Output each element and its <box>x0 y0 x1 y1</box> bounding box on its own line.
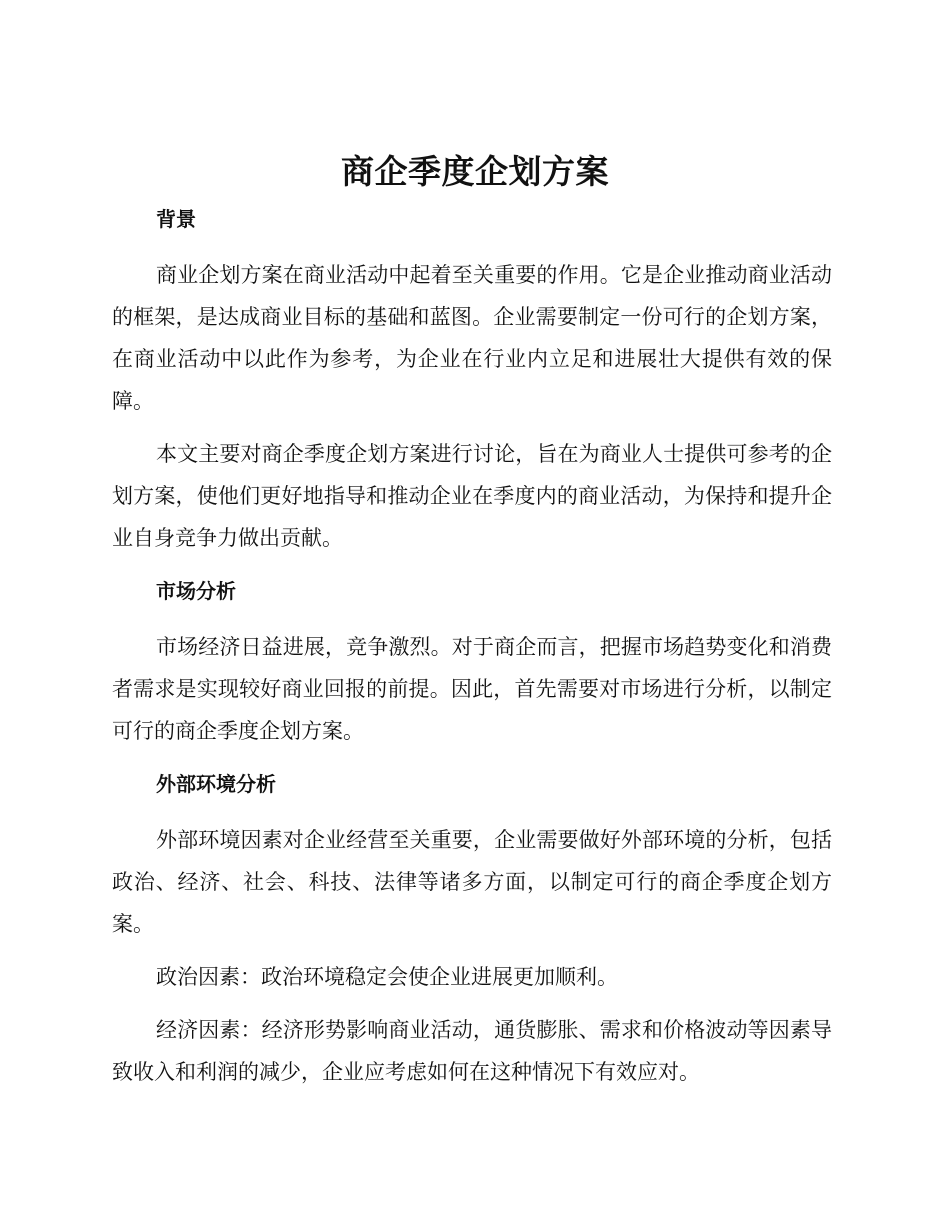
document-title: 商企季度企划方案 <box>341 152 609 191</box>
paragraph: 外部环境因素对企业经营至关重要，企业需要做好外部环境的分析，包括政治、经济、社会、科技、法律等诸多方面，以制定可行的商企季度企划方案。 <box>112 828 832 936</box>
paragraph: 商业企划方案在商业活动中起着至关重要的作用。它是企业推动商业活动的框架，是达成商业目标的基础和蓝图。企业需要制定一份可行的企划方案，在商业活动中以此作为参考，为企业在行业内立足和进展壮大提供有效的保障。 <box>112 263 832 413</box>
paragraph: 政治因素：政治环境稳定会使企业进展更加顺利。 <box>156 965 618 989</box>
paragraph: 经济因素：经济形势影响商业活动，通货膨胀、需求和价格波动等因素导致收入和利润的减少，企业应考虑如何在这种情况下有效应对。 <box>112 1018 832 1084</box>
section-heading-background: 背景 <box>156 207 196 231</box>
section-heading-external: 外部环境分析 <box>156 772 276 796</box>
section-heading-market: 市场分析 <box>156 579 236 603</box>
document-body <box>112 198 832 1093</box>
paragraph: 市场经济日益进展，竞争激烈。对于商企而言，把握市场趋势变化和消费者需求是实现较好商业回报的前提。因此，首先需要对市场进行分析，以制定可行的商企季度企划方案。 <box>112 635 832 743</box>
paragraph: 本文主要对商企季度企划方案进行讨论，旨在为商业人士提供可参考的企划方案，使他们更好地指导和推动企业在季度内的商业活动，为保持和提升企业自身竞争力做出贡献。 <box>112 442 832 550</box>
